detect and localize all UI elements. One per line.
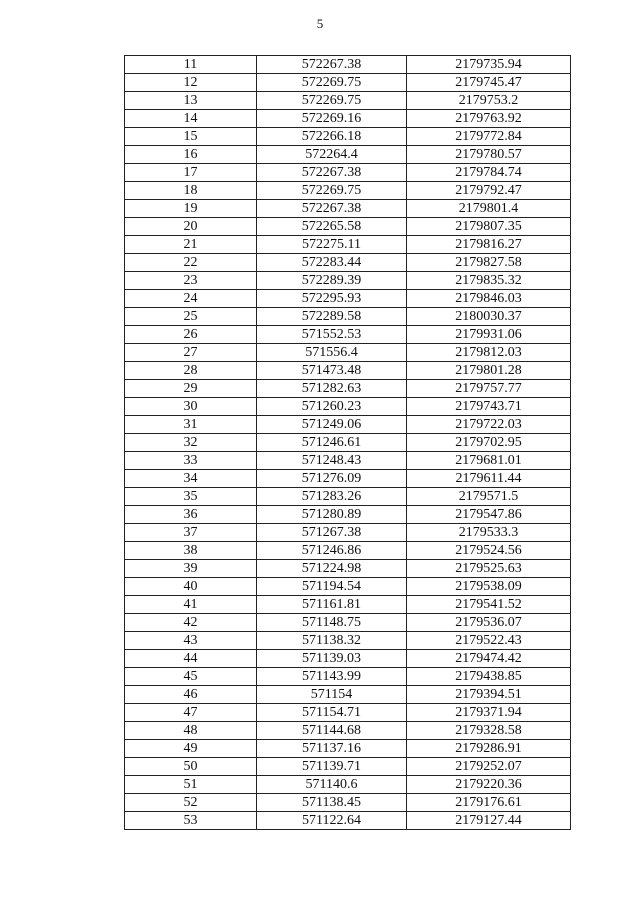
table-row xyxy=(125,290,571,308)
table-row xyxy=(125,164,571,182)
point-number-cell: 40 xyxy=(125,578,257,596)
x-coordinate-cell: 572267.38 xyxy=(257,200,407,218)
y-coordinate-cell: 2179931.06 xyxy=(407,326,571,344)
x-coordinate-cell: 571154 xyxy=(257,686,407,704)
x-coordinate-cell: 571473.48 xyxy=(257,362,407,380)
table-row xyxy=(125,812,571,830)
y-coordinate-cell: 2179807.35 xyxy=(407,218,571,236)
point-number-cell: 35 xyxy=(125,488,257,506)
x-coordinate-cell: 571283.26 xyxy=(257,488,407,506)
point-number-cell: 26 xyxy=(125,326,257,344)
table-row xyxy=(125,308,571,326)
table-row xyxy=(125,488,571,506)
x-coordinate-cell: 571556.4 xyxy=(257,344,407,362)
point-number-cell: 28 xyxy=(125,362,257,380)
y-coordinate-cell: 2179571.5 xyxy=(407,488,571,506)
x-coordinate-cell: 571280.89 xyxy=(257,506,407,524)
x-coordinate-cell: 571194.54 xyxy=(257,578,407,596)
x-coordinate-cell: 572283.44 xyxy=(257,254,407,272)
x-coordinate-cell: 571246.61 xyxy=(257,434,407,452)
y-coordinate-cell: 2179328.58 xyxy=(407,722,571,740)
y-coordinate-cell: 2179772.84 xyxy=(407,128,571,146)
x-coordinate-cell: 572269.75 xyxy=(257,182,407,200)
x-coordinate-cell: 572264.4 xyxy=(257,146,407,164)
table-row xyxy=(125,632,571,650)
y-coordinate-cell: 2179536.07 xyxy=(407,614,571,632)
table-row xyxy=(125,272,571,290)
point-number-cell: 21 xyxy=(125,236,257,254)
x-coordinate-cell: 571276.09 xyxy=(257,470,407,488)
table-row xyxy=(125,434,571,452)
x-coordinate-cell: 571137.16 xyxy=(257,740,407,758)
table-row xyxy=(125,236,571,254)
point-number-cell: 45 xyxy=(125,668,257,686)
table-row xyxy=(125,758,571,776)
point-number-cell: 42 xyxy=(125,614,257,632)
y-coordinate-cell: 2179371.94 xyxy=(407,704,571,722)
y-coordinate-cell: 2179801.4 xyxy=(407,200,571,218)
y-coordinate-cell: 2179846.03 xyxy=(407,290,571,308)
point-number-cell: 46 xyxy=(125,686,257,704)
y-coordinate-cell: 2179702.95 xyxy=(407,434,571,452)
x-coordinate-cell: 571246.86 xyxy=(257,542,407,560)
x-coordinate-cell: 572265.58 xyxy=(257,218,407,236)
x-coordinate-cell: 572269.75 xyxy=(257,92,407,110)
point-number-cell: 11 xyxy=(125,56,257,74)
x-coordinate-cell: 571552.53 xyxy=(257,326,407,344)
x-coordinate-cell: 571122.64 xyxy=(257,812,407,830)
y-coordinate-cell: 2179252.07 xyxy=(407,758,571,776)
point-number-cell: 15 xyxy=(125,128,257,146)
x-coordinate-cell: 572295.93 xyxy=(257,290,407,308)
table-row xyxy=(125,218,571,236)
x-coordinate-cell: 571144.68 xyxy=(257,722,407,740)
y-coordinate-cell: 2179538.09 xyxy=(407,578,571,596)
y-coordinate-cell: 2179611.44 xyxy=(407,470,571,488)
table-row xyxy=(125,326,571,344)
x-coordinate-cell: 572266.18 xyxy=(257,128,407,146)
table-row xyxy=(125,380,571,398)
y-coordinate-cell: 2179286.91 xyxy=(407,740,571,758)
point-number-cell: 23 xyxy=(125,272,257,290)
y-coordinate-cell: 2179127.44 xyxy=(407,812,571,830)
y-coordinate-cell: 2179524.56 xyxy=(407,542,571,560)
x-coordinate-cell: 571138.32 xyxy=(257,632,407,650)
table-row xyxy=(125,794,571,812)
page-number: 5 xyxy=(316,16,324,31)
y-coordinate-cell: 2180030.37 xyxy=(407,308,571,326)
table-row xyxy=(125,344,571,362)
table-row xyxy=(125,614,571,632)
y-coordinate-cell: 2179547.86 xyxy=(407,506,571,524)
table-row xyxy=(125,740,571,758)
table-row xyxy=(125,686,571,704)
x-coordinate-cell: 572269.75 xyxy=(257,74,407,92)
table-row xyxy=(125,398,571,416)
y-coordinate-cell: 2179763.92 xyxy=(407,110,571,128)
point-number-cell: 17 xyxy=(125,164,257,182)
x-coordinate-cell: 571140.6 xyxy=(257,776,407,794)
y-coordinate-cell: 2179438.85 xyxy=(407,668,571,686)
x-coordinate-cell: 571248.43 xyxy=(257,452,407,470)
point-number-cell: 18 xyxy=(125,182,257,200)
point-number-cell: 19 xyxy=(125,200,257,218)
point-number-cell: 29 xyxy=(125,380,257,398)
y-coordinate-cell: 2179792.47 xyxy=(407,182,571,200)
table-row xyxy=(125,92,571,110)
y-coordinate-cell: 2179522.43 xyxy=(407,632,571,650)
point-number-cell: 37 xyxy=(125,524,257,542)
table-row xyxy=(125,650,571,668)
point-number-cell: 33 xyxy=(125,452,257,470)
table-row xyxy=(125,452,571,470)
table-row xyxy=(125,722,571,740)
point-number-cell: 51 xyxy=(125,776,257,794)
y-coordinate-cell: 2179525.63 xyxy=(407,560,571,578)
x-coordinate-cell: 571260.23 xyxy=(257,398,407,416)
x-coordinate-cell: 572267.38 xyxy=(257,56,407,74)
y-coordinate-cell: 2179780.57 xyxy=(407,146,571,164)
point-number-cell: 20 xyxy=(125,218,257,236)
point-number-cell: 44 xyxy=(125,650,257,668)
point-number-cell: 14 xyxy=(125,110,257,128)
table-row xyxy=(125,74,571,92)
y-coordinate-cell: 2179757.77 xyxy=(407,380,571,398)
point-number-cell: 39 xyxy=(125,560,257,578)
point-number-cell: 47 xyxy=(125,704,257,722)
table-row xyxy=(125,704,571,722)
table-row xyxy=(125,128,571,146)
x-coordinate-cell: 571161.81 xyxy=(257,596,407,614)
y-coordinate-cell: 2179722.03 xyxy=(407,416,571,434)
x-coordinate-cell: 571224.98 xyxy=(257,560,407,578)
coordinates-table xyxy=(124,55,571,830)
point-number-cell: 53 xyxy=(125,812,257,830)
point-number-cell: 24 xyxy=(125,290,257,308)
x-coordinate-cell: 571138.45 xyxy=(257,794,407,812)
y-coordinate-cell: 2179176.61 xyxy=(407,794,571,812)
y-coordinate-cell: 2179743.71 xyxy=(407,398,571,416)
table-row xyxy=(125,362,571,380)
point-number-cell: 32 xyxy=(125,434,257,452)
point-number-cell: 34 xyxy=(125,470,257,488)
x-coordinate-cell: 571143.99 xyxy=(257,668,407,686)
point-number-cell: 27 xyxy=(125,344,257,362)
y-coordinate-cell: 2179735.94 xyxy=(407,56,571,74)
table-row xyxy=(125,110,571,128)
y-coordinate-cell: 2179681.01 xyxy=(407,452,571,470)
table-row xyxy=(125,524,571,542)
point-number-cell: 48 xyxy=(125,722,257,740)
x-coordinate-cell: 571154.71 xyxy=(257,704,407,722)
point-number-cell: 43 xyxy=(125,632,257,650)
y-coordinate-cell: 2179801.28 xyxy=(407,362,571,380)
table-row xyxy=(125,416,571,434)
y-coordinate-cell: 2179394.51 xyxy=(407,686,571,704)
point-number-cell: 49 xyxy=(125,740,257,758)
x-coordinate-cell: 571282.63 xyxy=(257,380,407,398)
y-coordinate-cell: 2179835.32 xyxy=(407,272,571,290)
y-coordinate-cell: 2179812.03 xyxy=(407,344,571,362)
table-row xyxy=(125,254,571,272)
x-coordinate-cell: 571148.75 xyxy=(257,614,407,632)
x-coordinate-cell: 572289.58 xyxy=(257,308,407,326)
x-coordinate-cell: 571139.71 xyxy=(257,758,407,776)
table-row xyxy=(125,596,571,614)
table-row xyxy=(125,560,571,578)
y-coordinate-cell: 2179816.27 xyxy=(407,236,571,254)
y-coordinate-cell: 2179753.2 xyxy=(407,92,571,110)
y-coordinate-cell: 2179745.47 xyxy=(407,74,571,92)
x-coordinate-cell: 572275.11 xyxy=(257,236,407,254)
point-number-cell: 25 xyxy=(125,308,257,326)
point-number-cell: 36 xyxy=(125,506,257,524)
table-row xyxy=(125,668,571,686)
point-number-cell: 52 xyxy=(125,794,257,812)
point-number-cell: 50 xyxy=(125,758,257,776)
y-coordinate-cell: 2179474.42 xyxy=(407,650,571,668)
table-row xyxy=(125,200,571,218)
y-coordinate-cell: 2179533.3 xyxy=(407,524,571,542)
table-row xyxy=(125,776,571,794)
point-number-cell: 16 xyxy=(125,146,257,164)
table-row xyxy=(125,470,571,488)
y-coordinate-cell: 2179784.74 xyxy=(407,164,571,182)
table-row xyxy=(125,578,571,596)
point-number-cell: 38 xyxy=(125,542,257,560)
point-number-cell: 30 xyxy=(125,398,257,416)
x-coordinate-cell: 572289.39 xyxy=(257,272,407,290)
point-number-cell: 12 xyxy=(125,74,257,92)
point-number-cell: 22 xyxy=(125,254,257,272)
y-coordinate-cell: 2179541.52 xyxy=(407,596,571,614)
point-number-cell: 41 xyxy=(125,596,257,614)
table-row xyxy=(125,56,571,74)
x-coordinate-cell: 571249.06 xyxy=(257,416,407,434)
table-row xyxy=(125,182,571,200)
x-coordinate-cell: 571267.38 xyxy=(257,524,407,542)
point-number-cell: 13 xyxy=(125,92,257,110)
table-row xyxy=(125,542,571,560)
x-coordinate-cell: 572267.38 xyxy=(257,164,407,182)
x-coordinate-cell: 572269.16 xyxy=(257,110,407,128)
coordinates-table-body xyxy=(125,56,571,830)
table-row xyxy=(125,146,571,164)
table-row xyxy=(125,506,571,524)
y-coordinate-cell: 2179220.36 xyxy=(407,776,571,794)
y-coordinate-cell: 2179827.58 xyxy=(407,254,571,272)
x-coordinate-cell: 571139.03 xyxy=(257,650,407,668)
point-number-cell: 31 xyxy=(125,416,257,434)
